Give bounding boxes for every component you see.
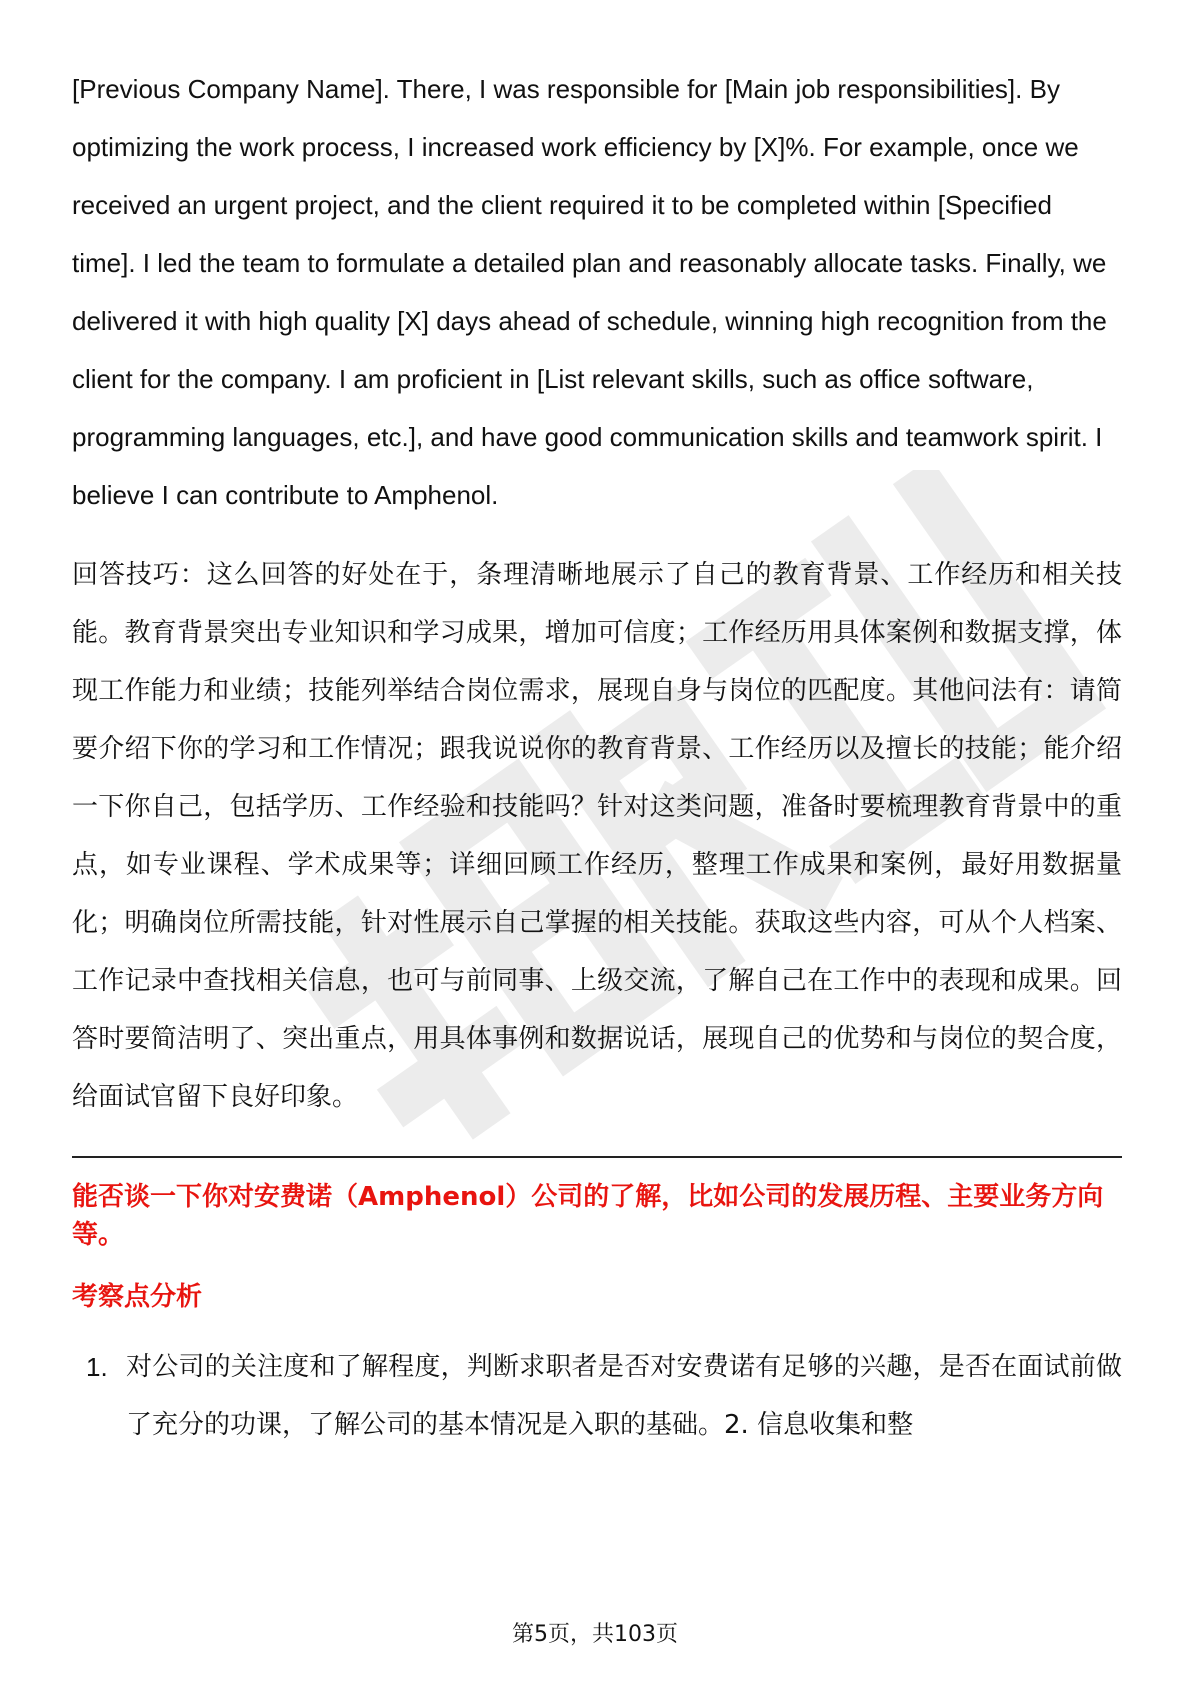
intro-answer-paragraph: [Previous Company Name]. There, I was responsible for [Main job responsibilities]. By optimizing the work process, I increased work efficiency by [X]%. For example, once we received an urgent project, and the client required it to be completed within [Specified time]. I led the team to formulate a detailed plan and reasonably allocate tasks. Finally, we delivered it with high quality [X] days ahead of schedule, winning high recognition from the client for the company. I am proficient in [List relevant skills, such as office software, programming languages, etc.], and have good communication skills and teamwork spirit. I believe I can contribute to Amphenol. (72, 74, 1107, 510)
list-item (72, 1338, 1122, 1454)
list-item-text: 对公司的关注度和了解程度，判断求职者是否对安费诺有足够的兴趣，是否在面试前做了充分的功课，了解公司的基本情况是入职的基础。2. 信息收集和整 (126, 1352, 1122, 1440)
content-area (72, 60, 1122, 1454)
section-divider (72, 1156, 1122, 1158)
list-item-marker: 1. (86, 1352, 108, 1382)
interview-question: 能否谈一下你对安费诺（Amphenol）公司的了解，比如公司的发展历程、主要业务方向等。 (72, 1182, 1104, 1250)
analysis-list (72, 1338, 1122, 1454)
answer-tips-paragraph: 回答技巧：这么回答的好处在于，条理清晰地展示了自己的教育背景、工作经历和相关技能。教育背景突出专业知识和学习成果，增加可信度；工作经历用具体案例和数据支撑，体现工作能力和业绩；技能列举结合岗位需求，展现自身与岗位的匹配度。其他问法有：请简要介绍下你的学习和工作情况；跟我说说你的教育背景、工作经历以及擅长的技能；能介绍一下你自己，包括学历、工作经验和技能吗？针对这类问题，准备时要梳理教育背景中的重点，如专业课程、学术成果等；详细回顾工作经历，整理工作成果和案例，最好用数据量化；明确岗位所需技能，针对性展示自己掌握的相关技能。获取这些内容，可从个人档案、工作记录中查找相关信息，也可与前同事、上级交流，了解自己在工作中的表现和成果。回答时要简洁明了、突出重点，用具体事例和数据说话，展现自己的优势和与岗位的契合度，给面试官留下良好印象。 (72, 560, 1122, 1112)
page-footer: 第5页，共103页 (512, 1622, 678, 1647)
analysis-heading: 考察点分析 (72, 1282, 203, 1312)
